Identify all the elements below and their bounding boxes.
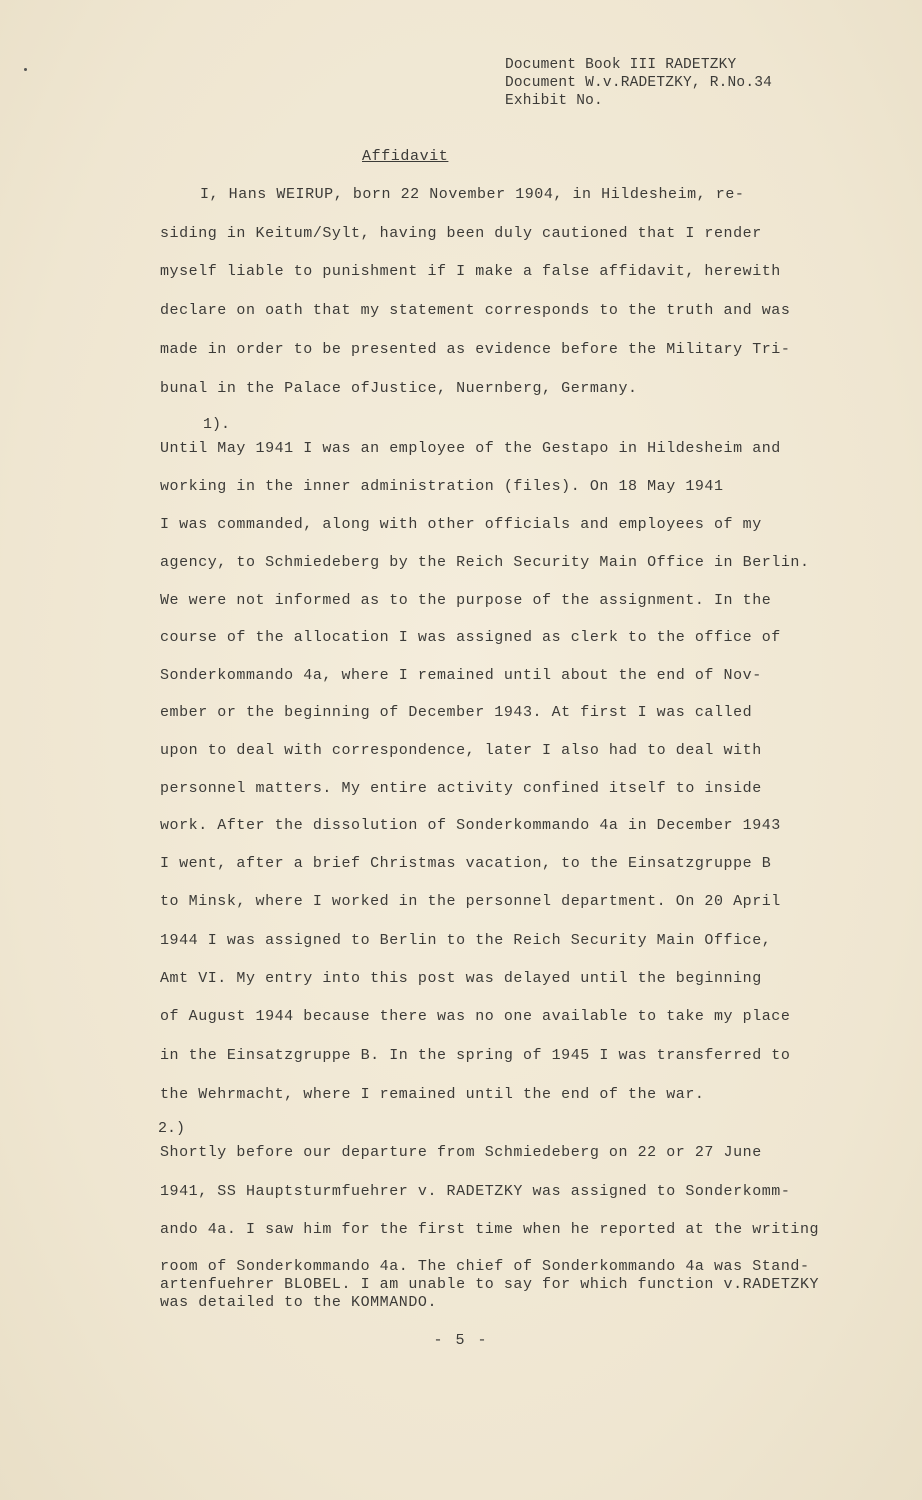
section-1-line: personnel matters. My entire activity confined itself to inside bbox=[160, 780, 762, 797]
section-2-number: 2.) bbox=[158, 1120, 186, 1137]
section-2-line: Shortly before our departure from Schmiedeberg on 22 or 27 June bbox=[160, 1144, 762, 1161]
header-exhibit: Exhibit No. bbox=[505, 93, 603, 109]
page-title: Affidavit bbox=[362, 148, 449, 165]
section-1-line: 1944 I was assigned to Berlin to the Reich Security Main Office, bbox=[160, 932, 772, 949]
intro-line: myself liable to punishment if I make a false affidavit, herewith bbox=[160, 263, 781, 280]
header-document-number: Document W.v.RADETZKY, R.No.34 bbox=[505, 75, 773, 91]
section-1-line: upon to deal with correspondence, later I also had to deal with bbox=[160, 742, 762, 759]
section-1-line: Sonderkommando 4a, where I remained until about the end of Nov- bbox=[160, 667, 762, 684]
section-1-line: course of the allocation I was assigned as clerk to the office of bbox=[160, 629, 781, 646]
section-1-line: Until May 1941 I was an employee of the Gestapo in Hildesheim and bbox=[160, 440, 781, 457]
document-header bbox=[505, 56, 772, 110]
header-document-book: Document Book III RADETZKY bbox=[505, 57, 737, 73]
section-1-line: the Wehrmacht, where I remained until the end of the war. bbox=[160, 1086, 705, 1103]
section-1-line: We were not informed as to the purpose of the assignment. In the bbox=[160, 592, 772, 609]
section-2-line: ando 4a. I saw him for the first time when he reported at the writing bbox=[160, 1221, 820, 1238]
section-1-line: Amt VI. My entry into this post was delayed until the beginning bbox=[160, 970, 762, 987]
section-1-line: ember or the beginning of December 1943. At first I was called bbox=[160, 704, 753, 721]
section-1-line: work. After the dissolution of Sonderkommando 4a in December 1943 bbox=[160, 817, 781, 834]
section-1-line: working in the inner administration (files). On 18 May 1941 bbox=[160, 478, 724, 495]
section-1-line: in the Einsatzgruppe B. In the spring of 1945 I was transferred to bbox=[160, 1047, 791, 1064]
intro-line: bunal in the Palace ofJustice, Nuernberg, Germany. bbox=[160, 380, 638, 397]
section-1-line: of August 1944 because there was no one available to take my place bbox=[160, 1008, 791, 1025]
section-2-line: 1941, SS Hauptsturmfuehrer v. RADETZKY was assigned to Sonderkomm- bbox=[160, 1183, 791, 1200]
section-2-line: artenfuehrer BLOBEL. I am unable to say for which function v.RADETZKY bbox=[160, 1276, 820, 1293]
section-1-line: agency, to Schmiedeberg by the Reich Security Main Office in Berlin. bbox=[160, 554, 810, 571]
page-number: - 5 - bbox=[433, 1332, 489, 1349]
section-1-line: to Minsk, where I worked in the personnel department. On 20 April bbox=[160, 893, 781, 910]
intro-line: siding in Keitum/Sylt, having been duly cautioned that I render bbox=[160, 225, 762, 242]
intro-line: made in order to be presented as evidence before the Military Tri- bbox=[160, 341, 791, 358]
section-1-line: I went, after a brief Christmas vacation, to the Einsatzgruppe B bbox=[160, 855, 772, 872]
intro-line: I, Hans WEIRUP, born 22 November 1904, in Hildesheim, re- bbox=[200, 186, 745, 203]
intro-line: declare on oath that my statement corresponds to the truth and was bbox=[160, 302, 791, 319]
section-1-line: I was commanded, along with other officials and employees of my bbox=[160, 516, 762, 533]
section-2-line: room of Sonderkommando 4a. The chief of Sonderkommando 4a was Stand- bbox=[160, 1258, 810, 1275]
paper-speck bbox=[24, 68, 27, 71]
section-2-line: was detailed to the KOMMANDO. bbox=[160, 1294, 437, 1311]
section-1-number: 1). bbox=[203, 416, 231, 433]
